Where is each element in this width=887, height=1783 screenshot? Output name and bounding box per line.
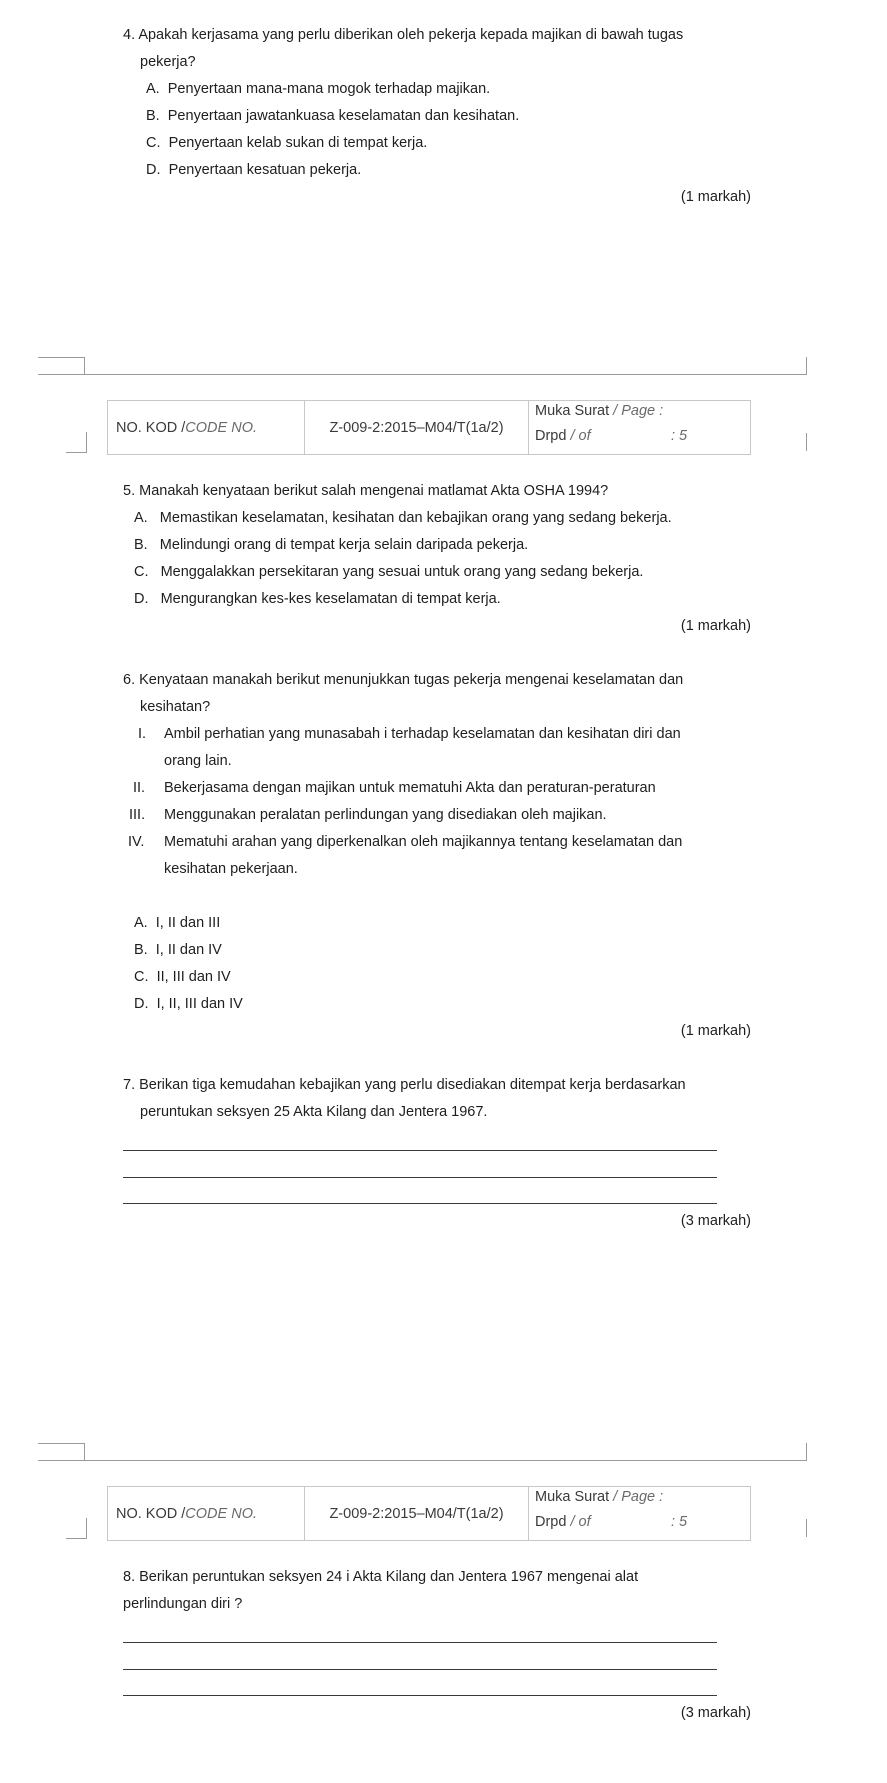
- code-label-cell: [108, 401, 305, 454]
- option-text: Penyertaan jawatankuasa keselamatan dan kesihatan.: [167, 108, 520, 124]
- option-letter: D.: [134, 996, 149, 1012]
- q6-option-a: [134, 915, 220, 931]
- page-info-cell: [529, 401, 750, 454]
- q7-mark: (3 markah): [680, 1213, 751, 1229]
- page-corner-bottom-right: [806, 433, 807, 451]
- q8-text-line2: perlindungan diri ?: [123, 1596, 243, 1612]
- q6-statement-i-cont: orang lain.: [164, 753, 232, 769]
- page-corner-top-left: [38, 357, 85, 374]
- q6-statement-num: IV.: [128, 834, 145, 850]
- of-label-en: of: [578, 428, 591, 444]
- q4-text-line1: 4. Apakah kerjasama yang perlu diberikan oleh pekerja kepada majikan di bawah tugas: [123, 27, 684, 43]
- code-value: Z-009-2:2015–M04/T(1a/2): [329, 419, 504, 436]
- code-label: NO. KOD /: [116, 419, 186, 436]
- code-label: NO. KOD /: [116, 1505, 186, 1522]
- q4-option-d: [146, 162, 361, 178]
- q5-option-c: [134, 564, 643, 580]
- page-label: [535, 1489, 663, 1505]
- option-text: Penyertaan kesatuan pekerja.: [168, 162, 362, 178]
- page-corner-bottom-left: [66, 1518, 87, 1539]
- q4-mark: (1 markah): [680, 189, 751, 205]
- page-corner-top-right: [806, 1443, 807, 1461]
- answer-line[interactable]: [123, 1177, 717, 1178]
- of-label-sep: /: [566, 1514, 579, 1530]
- of-label-ms: Drpd: [535, 428, 567, 444]
- q5-option-d: [134, 591, 501, 607]
- q4-option-b: [146, 108, 519, 124]
- option-text: I, II, III dan IV: [156, 996, 243, 1012]
- q6-text-line1: 6. Kenyataan manakah berikut menunjukkan tugas pekerja mengenai keselamatan dan: [123, 672, 684, 688]
- option-letter: B.: [134, 942, 148, 958]
- page-label: [535, 403, 663, 419]
- q5-option-a: [134, 510, 672, 526]
- page-corner-top-left: [38, 1443, 85, 1460]
- q6-mark: (1 markah): [680, 1023, 751, 1039]
- q6-option-b: [134, 942, 222, 958]
- page-corner-bottom-left: [66, 432, 87, 453]
- q5-option-b: [134, 537, 528, 553]
- q7-text-line2: peruntukan seksyen 25 Akta Kilang dan Jentera 1967.: [140, 1104, 488, 1120]
- q4-option-a: [146, 81, 490, 97]
- option-letter: A.: [134, 510, 148, 526]
- q8-text-line1: 8. Berikan peruntukan seksyen 24 i Akta Kilang dan Jentera 1967 mengenai alat: [123, 1569, 639, 1585]
- option-text: Penyertaan mana-mana mogok terhadap majikan.: [167, 81, 491, 97]
- page-info-cell: [529, 1487, 750, 1540]
- code-label-cell: [108, 1487, 305, 1540]
- page-header-table: [107, 1486, 751, 1541]
- page-label-en: Page: [621, 403, 656, 419]
- q6-statement-ii: Bekerjasama dengan majikan untuk mematuhi Akta dan peraturan-peraturan: [164, 780, 656, 796]
- q7-text-line1: 7. Berikan tiga kemudahan kebajikan yang perlu disediakan ditempat kerja berdasarkan: [123, 1077, 686, 1093]
- q5-text-line1: 5. Manakah kenyataan berikut salah mengenai matlamat Akta OSHA 1994?: [123, 483, 609, 499]
- page-label-en: Page: [621, 1489, 656, 1505]
- page-corner-top-right: [806, 357, 807, 375]
- option-text: Memastikan keselamatan, kesihatan dan kebajikan orang yang sedang bekerja.: [159, 510, 672, 526]
- q4-option-c: [146, 135, 427, 151]
- answer-line[interactable]: [123, 1642, 717, 1643]
- option-text: Melindungi orang di tempat kerja selain daripada pekerja.: [159, 537, 529, 553]
- option-text: II, III dan IV: [156, 969, 231, 985]
- q6-option-c: [134, 969, 231, 985]
- option-letter: C.: [146, 135, 161, 151]
- option-letter: B.: [146, 108, 160, 124]
- of-value: : 5: [671, 1514, 688, 1530]
- option-text: Menggalakkan persekitaran yang sesuai untuk orang yang sedang bekerja.: [160, 564, 644, 580]
- option-letter: A.: [134, 915, 148, 931]
- page-colon: :: [655, 403, 664, 419]
- page-label-ms: Muka Surat: [535, 403, 610, 419]
- answer-line[interactable]: [123, 1150, 717, 1151]
- answer-line[interactable]: [123, 1203, 717, 1204]
- option-text: Mengurangkan kes-kes keselamatan di tempat kerja.: [160, 591, 501, 607]
- q4-text-line2: pekerja?: [140, 54, 196, 70]
- code-value-cell: [305, 1487, 529, 1540]
- page-label-sep: /: [609, 1489, 622, 1505]
- q6-statement-num: II.: [133, 780, 146, 796]
- q6-statement-num: III.: [129, 807, 146, 823]
- option-letter: C.: [134, 969, 149, 985]
- answer-line[interactable]: [123, 1669, 717, 1670]
- of-label-en: of: [578, 1514, 591, 1530]
- page-label-sep: /: [609, 403, 622, 419]
- q6-statement-num: I.: [138, 726, 147, 742]
- of-label-ms: Drpd: [535, 1514, 567, 1530]
- q6-statement-iv: Mematuhi arahan yang diperkenalkan oleh majikannya tentang keselamatan dan: [164, 834, 683, 850]
- page-header-table: [107, 400, 751, 455]
- page-separator: [38, 374, 807, 375]
- option-letter: A.: [146, 81, 160, 97]
- option-letter: C.: [134, 564, 149, 580]
- q5-mark: (1 markah): [680, 618, 751, 634]
- page-label-ms: Muka Surat: [535, 1489, 610, 1505]
- q6-statement-iii: Menggunakan peralatan perlindungan yang disediakan oleh majikan.: [164, 807, 607, 823]
- q8-mark: (3 markah): [680, 1705, 751, 1721]
- answer-line[interactable]: [123, 1695, 717, 1696]
- of-label: [535, 428, 591, 444]
- page-corner-bottom-right: [806, 1519, 807, 1537]
- q6-statement-iv-cont: kesihatan pekerjaan.: [164, 861, 298, 877]
- of-label-sep: /: [566, 428, 579, 444]
- code-label-en: CODE NO.: [185, 419, 257, 436]
- option-letter: D.: [134, 591, 149, 607]
- code-label-en: CODE NO.: [185, 1505, 257, 1522]
- of-value: : 5: [671, 428, 688, 444]
- option-letter: B.: [134, 537, 148, 553]
- page-separator: [38, 1460, 807, 1461]
- q6-statement-i: Ambil perhatian yang munasabah i terhadap keselamatan dan kesihatan diri dan: [164, 726, 681, 742]
- page-colon: :: [655, 1489, 664, 1505]
- option-text: I, II dan IV: [155, 942, 222, 958]
- code-value: Z-009-2:2015–M04/T(1a/2): [329, 1505, 504, 1522]
- q6-option-d: [134, 996, 243, 1012]
- q6-text-line2: kesihatan?: [140, 699, 211, 715]
- option-text: I, II dan III: [155, 915, 221, 931]
- option-text: Penyertaan kelab sukan di tempat kerja.: [168, 135, 428, 151]
- of-label: [535, 1514, 591, 1530]
- option-letter: D.: [146, 162, 161, 178]
- code-value-cell: [305, 401, 529, 454]
